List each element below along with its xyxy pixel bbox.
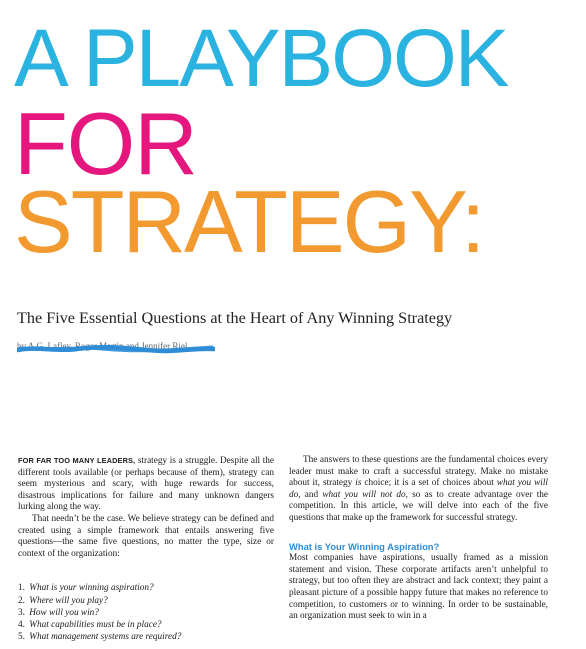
list-item: 5. What management systems are required? (18, 632, 182, 643)
body-column-left (18, 455, 274, 643)
title-line-2: FOR (14, 94, 197, 193)
list-item: 3. How will you win? (18, 607, 99, 618)
intro-paragraph (18, 455, 274, 514)
question-list (18, 582, 274, 643)
title-line-1: A PLAYBOOK (14, 13, 508, 104)
byline-text: by A.G. Lafley, Roger Martin and Jennifer Riel (17, 341, 188, 351)
intro-text: strategy is a struggle. Despite all the different tools available (or perhaps because of them), strategy can seem mysterious and scary, with huge rewards for success, disastrous implications for failure and many unknown dangers lurking along the way. (18, 456, 274, 513)
list-item: 4. What capabilities must be in place? (18, 619, 162, 630)
section-heading: What is Your Winning Aspiration? (289, 540, 440, 552)
title-line-3: STRATEGY: (14, 172, 484, 271)
paragraph-2: That needn’t be the case. We believe strategy can be defined and created using a simple framework that entails answering five questions—the same five questions, no matter the type, size or context of the organization: (18, 513, 274, 559)
paragraph-4: Most companies have aspirations, usually framed as a mission statement and vision. These corporate artifacts aren’t unhelpful to strategy, but too often they are abstract and lack context; they paint a pleasant picture of a possible happy future that makes no reference to competition, to customers or to winning. In order to be sustainable, an organization must seek to win in a (289, 553, 548, 622)
list-item: 1. What is your winning aspiration? (18, 583, 154, 594)
list-item: 2. Where will you play? (18, 595, 108, 606)
subtitle: The Five Essential Questions at the Heart of Any Winning Strategy (17, 309, 453, 327)
paragraph-3: The answers to these questions are the fundamental choices every leader must make to craft a successful strategy. Make no mistake about it, strategy is choice; it is a set of choices about what you will do, and what you will not do, so as to create advantage over the competition. In this article, we will delve into each of the five questions that make up the framework for successful strategy. (289, 455, 548, 523)
redaction-scribble (17, 344, 215, 354)
body-column-right (289, 455, 548, 623)
byline-redacted (17, 341, 215, 354)
lead-in: FOR FAR TOO MANY LEADERS, (18, 456, 136, 465)
